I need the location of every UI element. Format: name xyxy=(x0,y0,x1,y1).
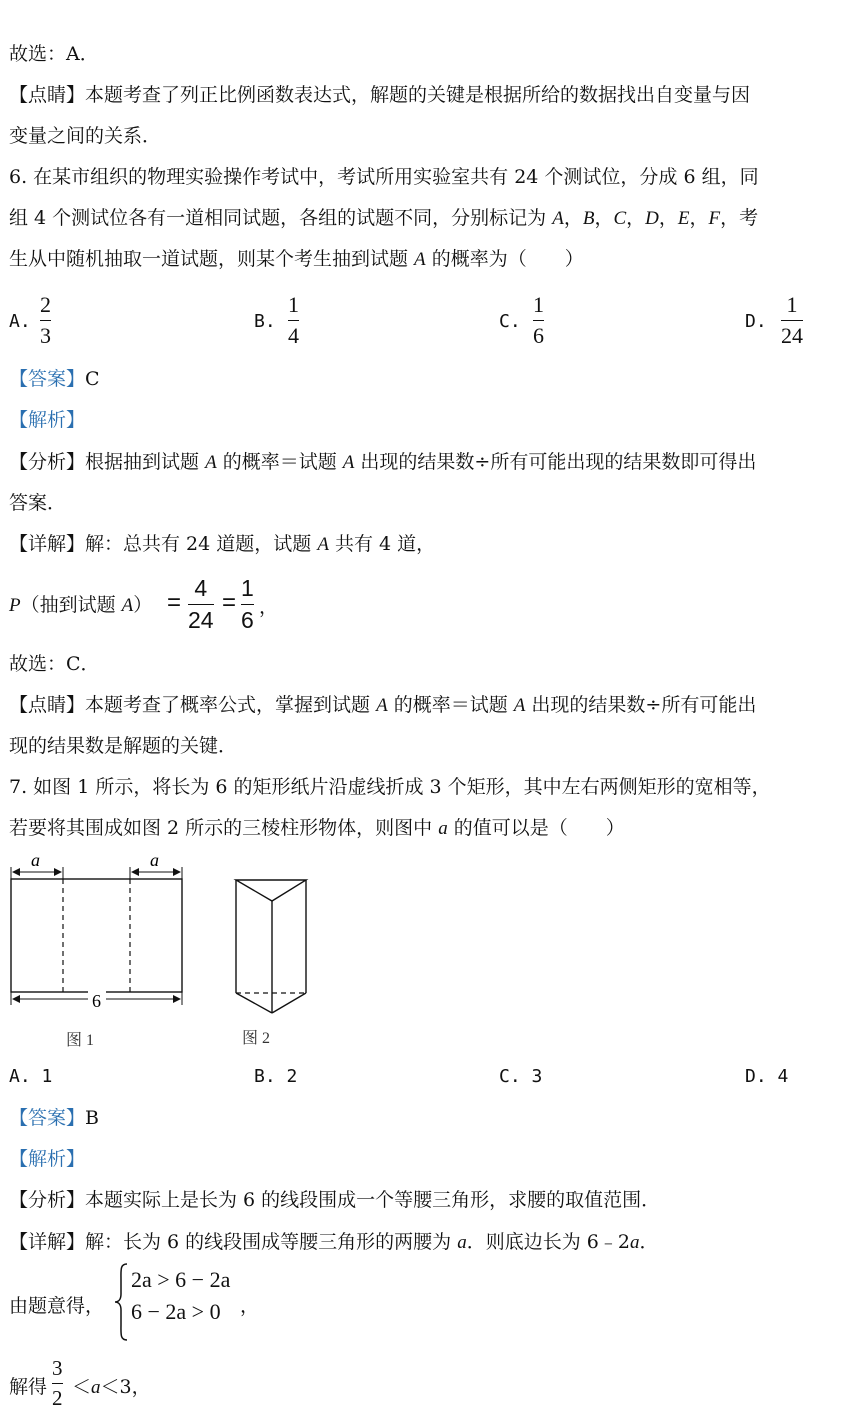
var-d: D xyxy=(645,208,659,229)
fraction-bar xyxy=(241,604,254,605)
solution-text: ＜3， xyxy=(100,1376,151,1398)
var-a: A xyxy=(552,208,564,229)
less-than: ＜ xyxy=(72,1376,92,1398)
brace-icon xyxy=(113,1262,129,1342)
denominator: 6 xyxy=(533,323,544,348)
q6-stem-text: 生从中随机抽取一道试题，则某个考生抽到试题 xyxy=(9,248,415,270)
note-text: 出现的结果数÷所有可能出 xyxy=(525,694,757,716)
numerator: 1 xyxy=(241,575,254,601)
var-a: A xyxy=(121,595,134,616)
q6-option-b-label: B. xyxy=(254,311,276,332)
var-e: E xyxy=(677,208,690,229)
option-label: D. xyxy=(745,1066,767,1087)
numerator: 2 xyxy=(40,292,51,317)
fraction-bar xyxy=(40,320,51,321)
equals-sign: = xyxy=(222,589,237,616)
denominator: 6 xyxy=(241,607,254,633)
numerator: 3 xyxy=(52,1356,63,1380)
q6-option-d-label: D. xyxy=(745,311,767,332)
detail-text: ． xyxy=(639,1231,659,1253)
inequality-2: 6 − 2a > 0 xyxy=(131,1299,221,1324)
q7-stem-text: 若要将其围成如图 2 所示的三棱柱形物体，则图中 xyxy=(9,817,439,839)
q7-detail-line xyxy=(9,1229,658,1256)
q6-option-d-fraction xyxy=(781,292,803,349)
comma: ， xyxy=(259,596,279,618)
figure-2 xyxy=(236,880,306,1047)
analysis-text: 根据抽到试题 xyxy=(85,451,206,473)
inequality-1: 2a > 6 − 2a xyxy=(131,1267,231,1292)
option-value: 1 xyxy=(41,1066,53,1087)
fraction-3-2 xyxy=(52,1356,63,1411)
prev-note-line-2: 变量之间的关系． xyxy=(9,125,162,147)
solve-text: 解得 xyxy=(9,1376,48,1398)
denominator: 3 xyxy=(40,323,51,348)
sep: ， xyxy=(626,207,646,229)
q7-analysis-line xyxy=(9,1187,660,1213)
note-text: 的概率＝试题 xyxy=(387,694,514,716)
q6-option-a-fraction xyxy=(40,292,51,349)
fraction-bar xyxy=(188,604,214,605)
q6-note-line-2: 现的结果数是解题的关键． xyxy=(9,735,238,757)
denominator: 2 xyxy=(52,1386,63,1410)
fraction-bar xyxy=(288,320,299,321)
system-rows xyxy=(131,1264,230,1328)
var-a: a xyxy=(438,818,448,839)
var-a: a xyxy=(91,1377,101,1398)
var-c: C xyxy=(613,208,627,229)
figure-2-caption: 图 2 xyxy=(242,1030,271,1047)
prism-top xyxy=(236,880,306,901)
analysis-tag: 【分析】 xyxy=(9,451,86,473)
numerator: 1 xyxy=(288,292,299,317)
option-value: 4 xyxy=(777,1066,789,1087)
equals-sign: = xyxy=(167,589,182,616)
fraction-bar xyxy=(781,320,803,321)
prev-note-line-1 xyxy=(9,82,750,108)
q7-stem-line-2 xyxy=(9,815,625,842)
fraction-bar xyxy=(533,320,544,321)
q7-option-c xyxy=(499,1066,542,1087)
q6-option-b-fraction xyxy=(288,292,299,349)
var-f: F xyxy=(708,208,721,229)
q6-detail-line-1 xyxy=(9,531,435,558)
q6-stem-text: 的概率为（ ） xyxy=(425,248,584,270)
formula-lhs xyxy=(9,592,152,619)
var-p: P xyxy=(9,595,21,616)
option-value: 2 xyxy=(286,1066,298,1087)
var-a: A xyxy=(205,452,217,473)
q7-option-b xyxy=(254,1066,297,1087)
q7-option-a xyxy=(9,1066,52,1087)
q7-option-d xyxy=(745,1066,788,1087)
formula-text: （抽到试题 xyxy=(20,594,122,616)
var-a: A xyxy=(513,695,526,716)
label-a-left: a xyxy=(31,850,40,870)
q6-choose-line: 故选：C． xyxy=(9,653,100,675)
var-a: A xyxy=(342,452,355,473)
detail-tag: 【详解】 xyxy=(9,533,86,555)
numerator: 1 xyxy=(786,292,798,317)
analysis-text: 出现的结果数÷所有可能出现的结果数即可得出 xyxy=(354,451,757,473)
q7-stem-text: 的值可以是（ ） xyxy=(447,817,625,839)
q6-stem-line-1: 6. 在某市组织的物理实验操作考试中，考试所用实验室共有 24 个测试位，分成 6 组，同 xyxy=(9,166,759,188)
var-a: A xyxy=(376,695,388,716)
fraction-4-24 xyxy=(188,575,214,634)
label-a-right: a xyxy=(150,850,159,870)
note-text: 本题考查了列正比例函数表达式，解题的关键是根据所给的数据找出自变量与因 xyxy=(85,84,751,106)
note-tag: 【点睛】 xyxy=(9,694,86,716)
q6-option-c-fraction xyxy=(533,292,544,349)
q7-jiexi-tag: 【解析】 xyxy=(9,1148,86,1170)
comma: ， xyxy=(240,1295,260,1317)
formula-text: ） xyxy=(133,594,153,616)
detail-text: 解：长为 6 的线段围成等腰三角形的两腰为 xyxy=(85,1231,458,1253)
figure-1 xyxy=(11,850,182,1049)
label-six: 6 xyxy=(92,991,101,1011)
fraction-bar xyxy=(52,1383,63,1384)
detail-text: 共有 4 道， xyxy=(328,533,436,555)
answer-value: C xyxy=(85,368,100,390)
denominator: 24 xyxy=(781,323,803,348)
q6-note-line-1 xyxy=(9,692,756,719)
q6-answer-line xyxy=(9,366,100,392)
prev-choose-line: 故选：A． xyxy=(9,43,99,65)
q7-figures xyxy=(0,845,330,1055)
analysis-text: 本题实际上是长为 6 的线段围成一个等腰三角形，求腰的取值范围． xyxy=(85,1189,661,1211)
q6-analysis-line-2: 答案． xyxy=(9,492,67,514)
numerator: 1 xyxy=(533,292,544,317)
var-a: a xyxy=(629,1232,640,1253)
detail-text: ．则底边长为 6﹣2 xyxy=(466,1231,630,1253)
condition-text: 由题意得， xyxy=(9,1295,105,1317)
fraction-1-6 xyxy=(241,575,254,634)
note-text: 本题考查了概率公式，掌握到试题 xyxy=(85,694,377,716)
option-label: A. xyxy=(9,1066,31,1087)
q6-analysis-line-1 xyxy=(9,449,756,476)
q7-stem-line-1: 7. 如图 1 所示，将长为 6 的矩形纸片沿虚线折成 3 个矩形，其中左右两侧矩形的宽相等， xyxy=(9,776,771,798)
q6-jiexi-tag: 【解析】 xyxy=(9,409,86,431)
sep: ， xyxy=(594,207,614,229)
detail-text: 解：总共有 24 道题，试题 xyxy=(85,533,318,555)
rectangle xyxy=(11,879,182,992)
q6-option-c-label: C. xyxy=(499,311,521,332)
option-label: C. xyxy=(499,1066,521,1087)
sep: ， xyxy=(563,207,583,229)
q6-stem-line-3 xyxy=(9,246,584,273)
option-label: B. xyxy=(254,1066,276,1087)
analysis-tag: 【分析】 xyxy=(9,1189,86,1211)
var-a: A xyxy=(317,534,329,555)
answer-tag: 【答案】 xyxy=(9,368,86,390)
answer-tag: 【答案】 xyxy=(9,1107,86,1129)
var-a: A xyxy=(414,249,426,270)
figure-1-caption: 图 1 xyxy=(66,1032,95,1049)
denominator: 24 xyxy=(188,607,214,633)
numerator: 4 xyxy=(194,575,208,601)
q6-stem-line-2 xyxy=(9,205,758,232)
var-a: a xyxy=(457,1232,467,1253)
answer-value: B xyxy=(85,1107,99,1129)
note-tag: 【点睛】 xyxy=(9,84,86,106)
var-b: B xyxy=(582,208,595,229)
q6-stem-text: ，考 xyxy=(720,207,759,229)
solution-rest xyxy=(72,1374,151,1401)
option-value: 3 xyxy=(531,1066,543,1087)
sep: ， xyxy=(658,207,678,229)
q7-answer-line xyxy=(9,1105,99,1131)
analysis-text: 的概率＝试题 xyxy=(216,451,343,473)
sep: ， xyxy=(689,207,709,229)
denominator: 4 xyxy=(288,323,299,348)
q6-option-a-label: A. xyxy=(9,311,31,332)
q6-stem-text: 组 4 个测试位各有一道相同试题，各组的试题不同，分别标记为 xyxy=(9,207,553,229)
detail-tag: 【详解】 xyxy=(9,1231,86,1253)
